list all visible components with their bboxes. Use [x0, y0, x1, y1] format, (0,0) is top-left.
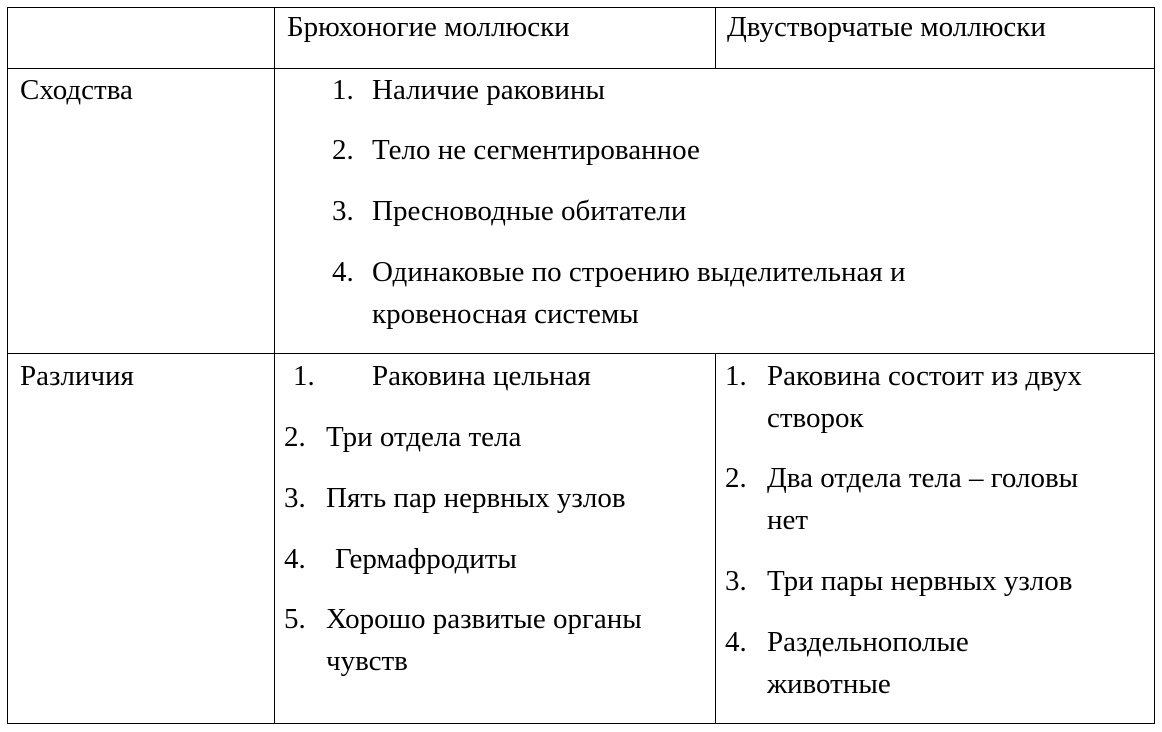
- row-label-similarities: Сходства: [20, 74, 133, 106]
- list-item-continuation: чувств: [326, 645, 408, 677]
- table-row-divider-2: [7, 353, 1155, 354]
- table-col-divider-2-top: [715, 7, 716, 69]
- list-item: Раздельнополые: [767, 626, 969, 658]
- list-item: Хорошо развитые органы: [326, 603, 642, 635]
- list-item-number: 3.: [284, 482, 306, 514]
- list-item: Наличие раковины: [372, 74, 605, 106]
- list-item-continuation: кровеносная системы: [372, 298, 639, 330]
- header-gastropods: Брюхоногие моллюски: [287, 11, 570, 43]
- list-item-continuation: нет: [767, 504, 809, 536]
- list-item: Гермафродиты: [335, 543, 517, 575]
- list-item-number: 4.: [725, 626, 747, 658]
- table-border-top: [7, 7, 1155, 8]
- list-item: Тело не сегментированное: [372, 134, 700, 166]
- table-border-right: [1154, 7, 1155, 724]
- list-item-number: 2.: [332, 134, 354, 166]
- list-item: Раковина цельная: [372, 360, 591, 392]
- list-item-number: 4.: [284, 543, 306, 575]
- list-item-continuation: животные: [767, 668, 891, 700]
- list-item-number: 2.: [284, 421, 306, 453]
- list-item: Пять пар нервных узлов: [326, 482, 626, 514]
- list-item: Одинаковые по строению выделительная и: [372, 256, 906, 288]
- list-item-number: 4.: [332, 256, 354, 288]
- table-row-divider-1: [7, 68, 1155, 69]
- list-item: Раковина состоит из двух: [767, 360, 1082, 392]
- list-item-number: 1.: [293, 360, 315, 392]
- list-item: Пресноводные обитатели: [372, 195, 687, 227]
- row-label-differences: Различия: [20, 360, 134, 392]
- list-item: Три пары нервных узлов: [767, 565, 1073, 597]
- list-item: Два отдела тела – головы: [767, 462, 1079, 494]
- header-bivalves: Двустворчатые моллюски: [727, 11, 1046, 43]
- list-item-number: 2.: [725, 462, 747, 494]
- list-item-number: 1.: [332, 74, 354, 106]
- list-item: Три отдела тела: [326, 421, 522, 453]
- table-border-bottom: [7, 723, 1155, 724]
- table-col-divider-2-bottom: [715, 353, 716, 724]
- list-item-number: 5.: [284, 603, 306, 635]
- list-item-number: 3.: [725, 565, 747, 597]
- table-border-left: [7, 7, 8, 724]
- list-item-number: 1.: [725, 360, 747, 392]
- list-item-number: 3.: [332, 195, 354, 227]
- table-col-divider-1: [274, 7, 275, 724]
- list-item-continuation: створок: [767, 402, 864, 434]
